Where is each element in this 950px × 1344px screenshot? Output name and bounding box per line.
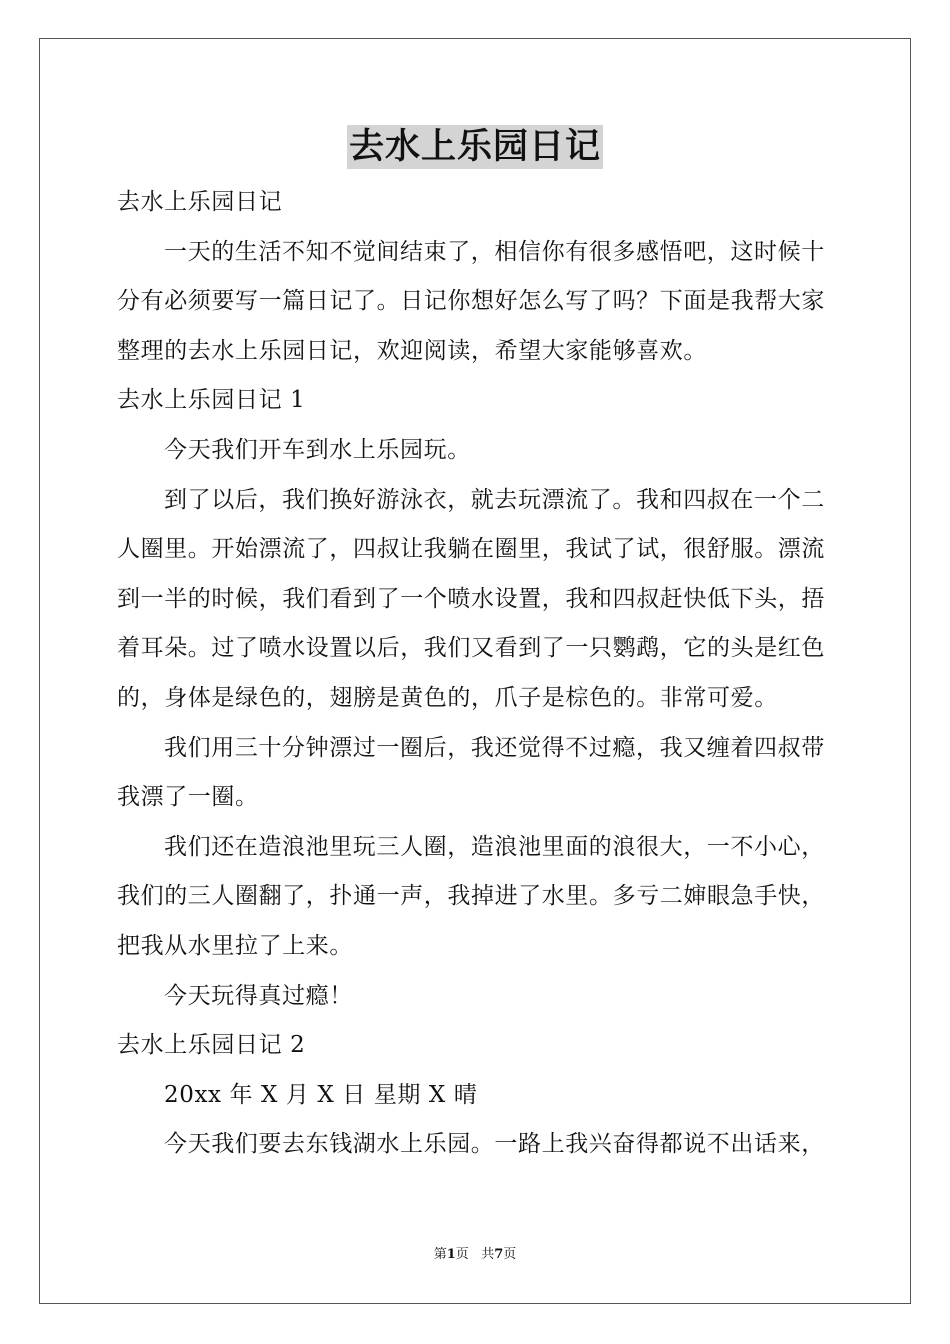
text-line: 我们用三十分钟漂过一圈后，我还觉得不过瘾，我又缠着四叔带 [164,734,825,761]
text-line: 着耳朵。过了喷水设置以后，我们又看到了一只鹦鹉，它的头是红色 [117,635,825,662]
text-line: 到了以后，我们换好游泳衣，就去玩漂流了。我和四叔在一个二 [164,486,825,513]
text-line: 今天我们要去东钱湖水上乐园。一路上我兴奋得都说不出话来， [164,1131,825,1158]
document-title: 去水上乐园日记 [348,126,601,167]
total-pages: 7 [494,1247,504,1262]
text-line: 去水上乐园日记 [117,189,283,215]
total-prefix: 共 [481,1247,495,1262]
document-body [117,178,837,1170]
text-line: 的，身体是绿色的，翅膀是黄色的，爪子是棕色的。非常可爱。 [117,684,778,711]
text-line: 人圈里。开始漂流了，四叔让我躺在圈里，我试了试，很舒服。漂流 [117,536,825,563]
text-line: 我们的三人圈翻了，扑通一声，我掉进了水里。多亏二婶眼急手快， [117,883,825,910]
text-line: 今天玩得真过瘾！ [164,982,353,1009]
text-line: 我漂了一圈。 [117,784,259,811]
text-line: 一天的生活不知不觉间结束了，相信你有很多感悟吧，这时候十 [164,238,825,265]
text-line: 到一半的时候，我们看到了一个喷水设置，我和四叔赶快低下头，捂 [117,585,825,612]
text-line: 20xx 年 X 月 X 日 星期 X 晴 [164,1081,478,1108]
text-line: 把我从水里拉了上来。 [117,932,353,959]
page-number: 1 [446,1247,456,1262]
title-container [0,125,950,169]
text-line: 去水上乐园日记 1 [117,387,306,414]
text-line: 我们还在造浪池里玩三人圈，造浪池里面的浪很大，一不小心， [164,833,825,860]
page-prefix: 第 [433,1247,447,1262]
page-footer [0,1246,950,1264]
text-line: 去水上乐园日记 2 [117,1032,306,1059]
total-suffix: 页 [503,1247,517,1262]
text-line: 分有必须要写一篇日记了。日记你想好怎么写了吗？下面是我帮大家 [117,288,825,315]
page-suffix: 页 [455,1247,469,1262]
text-line: 今天我们开车到水上乐园玩。 [164,436,471,463]
text-line: 整理的去水上乐园日记，欢迎阅读，希望大家能够喜欢。 [117,337,707,364]
